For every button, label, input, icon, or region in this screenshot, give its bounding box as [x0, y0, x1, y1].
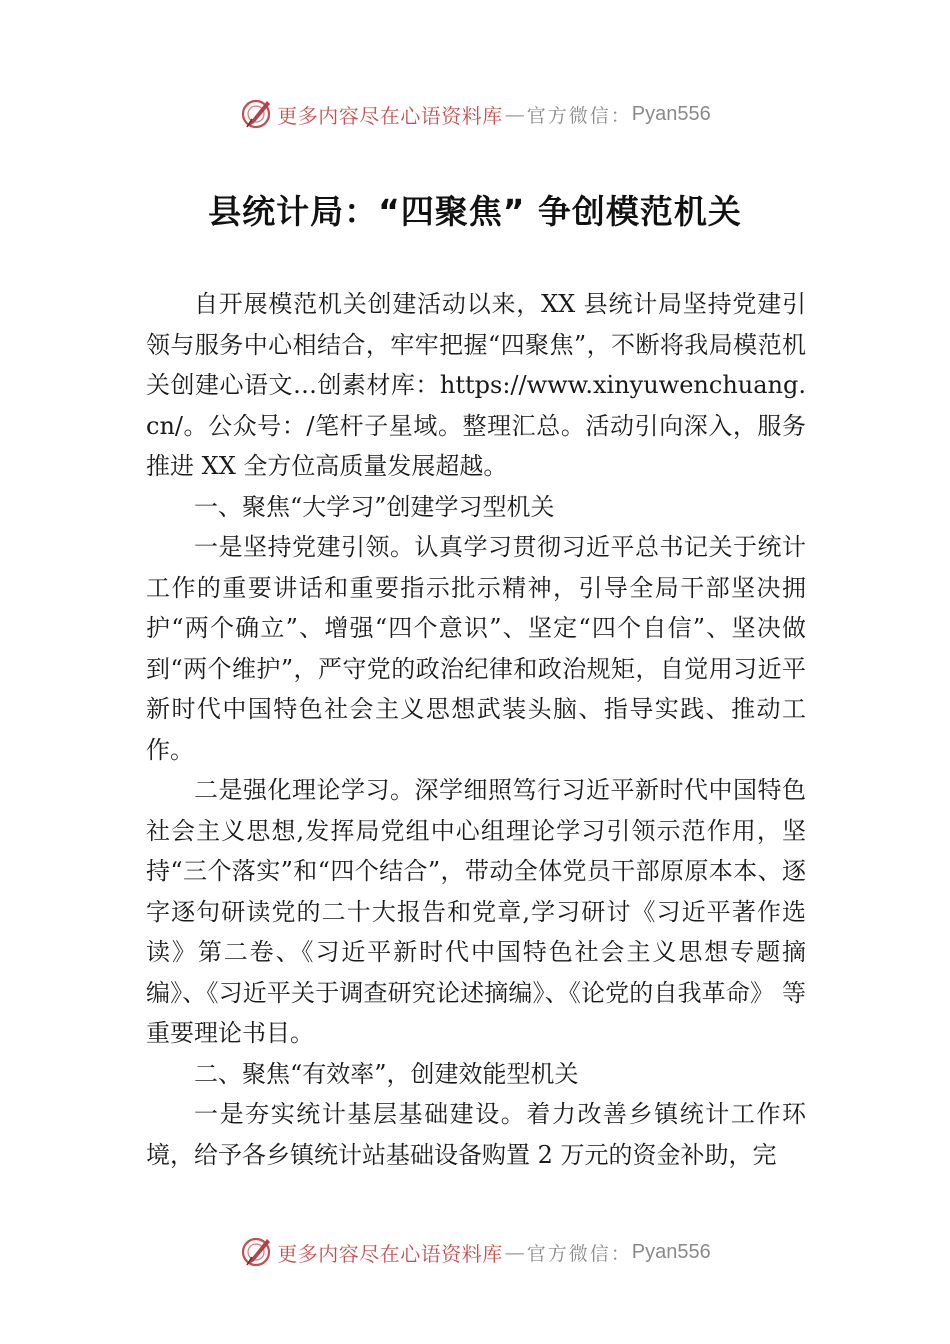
- paragraph-grassroots: 一是夯实统计基层基础建设。着力改善乡镇统计工作环境，给予各乡镇统计站基础设备购置 2 万元的资金补助，完: [146, 1100, 806, 1169]
- quill-seal-logo-icon: [239, 97, 273, 131]
- banner-main-text: 更多内容尽在心语资料库: [277, 103, 503, 128]
- banner-wechat-id: Pyan556: [631, 102, 711, 125]
- banner-separator: —: [504, 102, 525, 126]
- paragraph-party-leadership: 一是坚持党建引领。认真学习贯彻习近平总书记关于统计工作的重要讲话和重要指示批示精神，引导全局干部坚决拥护“两个确立”、增强“四个意识”、坚定“四个自信”、坚决做到“两个维护”，严守党的政治纪律和政治规矩，自觉用习近平新时代中国特色社会主义思想武装头脑、指导实践、推动工作。: [146, 533, 806, 764]
- banner-main-text: 更多内容尽在心语资料库: [277, 1241, 503, 1266]
- quill-seal-logo-icon: [239, 1235, 273, 1269]
- footer-watermark-banner: [0, 1232, 950, 1272]
- paragraph-intro: 自开展模范机关创建活动以来，XX 县统计局坚持党建引领与服务中心相结合，牢牢把握“四聚焦”，不断将我局模范机关创建心语文…创素材库：https://www.xinyuwenchuang.cn/。公众号：/笔杆子星域。整理汇总。活动引向深入，服务推进 XX 全方位高质量发展超越。: [146, 290, 806, 480]
- section-heading-2: 二、聚焦“有效率”，创建效能型机关: [194, 1059, 579, 1088]
- document-title: 县统计局：“四聚焦” 争创模范机关: [208, 192, 742, 231]
- document-body: [146, 284, 806, 1175]
- banner-wechat-id: Pyan556: [631, 1240, 711, 1263]
- header-watermark-banner: [0, 94, 950, 134]
- section-heading-1: 一、聚焦“大学习”创建学习型机关: [194, 492, 555, 521]
- paragraph-theory-study: 二是强化理论学习。深学细照笃行习近平新时代中国特色社会主义思想,发挥局党组中心组理论学习引领示范作用，坚持“三个落实”和“四个结合”，带动全体党员干部原原本本、逐字逐句研读党的二十大报告和党章,学习研讨《习近平著作选读》第二卷、《习近平新时代中国特色社会主义思想专题摘编》、《习近平关于调查研究论述摘编》、《论党的自我革命》 等重要理论书目。: [146, 776, 806, 1047]
- banner-separator: —: [504, 1240, 525, 1264]
- banner-wechat-label: 官方微信：: [526, 1242, 632, 1265]
- banner-wechat-label: 官方微信：: [526, 104, 632, 127]
